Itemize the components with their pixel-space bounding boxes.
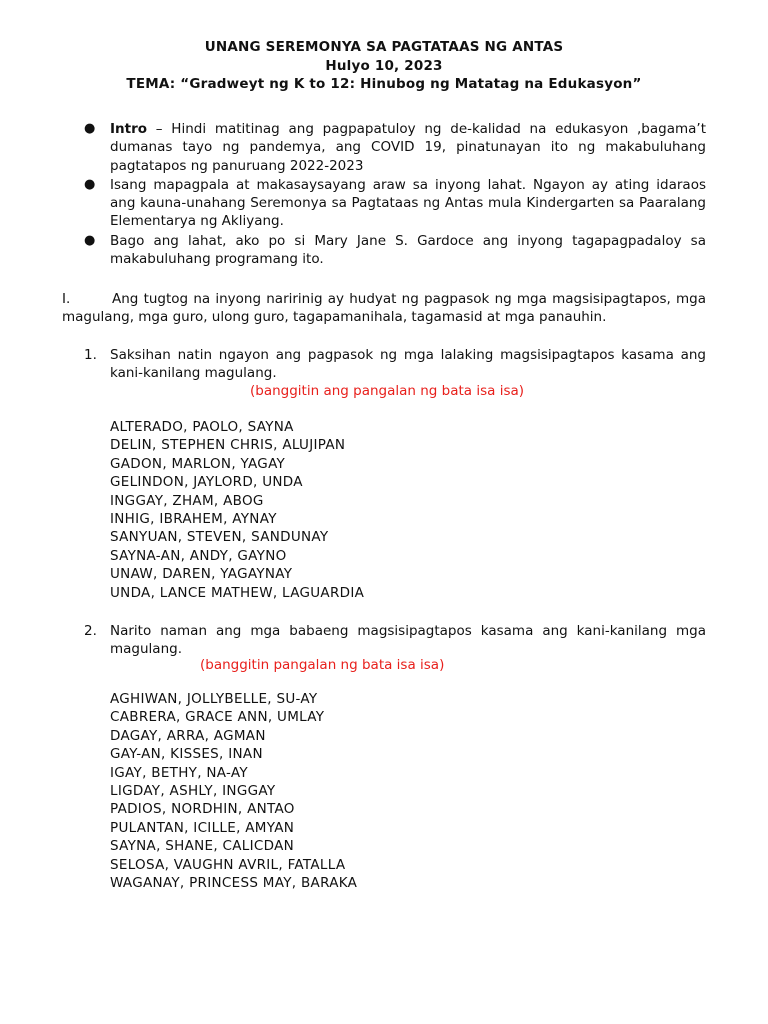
document-theme: TEMA: “Gradweyt ng K to 12: Hinubog ng Matatag na Edukasyon”: [126, 76, 642, 92]
bullet-item: [84, 232, 706, 269]
name-list-item: GADON, MARLON, YAGAY: [110, 455, 286, 472]
section-number: I.: [62, 291, 71, 307]
intro-bullet-list: [84, 120, 706, 269]
name-list-item: SELOSA, VAUGHN AVRIL, FATALLA: [110, 856, 346, 873]
name-list-item: SANYUAN, STEVEN, SANDUNAY: [110, 529, 329, 546]
bullet-text: Isang mapagpala at makasaysayang araw sa inyong lahat. Ngayon ay ating idaraos ang kauna-unahang Seremonya sa Pagtataas ng Antas mula Kindergarten sa Paaralang Elementarya ng Akliyang.: [110, 176, 706, 230]
name-list-item: UNAW, DAREN, YAGAYNAY: [110, 566, 293, 583]
bullet-item: [84, 176, 706, 231]
name-list-item: WAGANAY, PRINCESS MAY, BARAKA: [110, 875, 358, 892]
bullet-icon: ●: [84, 176, 96, 192]
document-header: [0, 38, 768, 94]
name-list-item: ALTERADO, PAOLO, SAYNA: [110, 419, 294, 435]
name-list-item: SAYNA-AN, ANDY, GAYNO: [110, 547, 287, 564]
item-two-note: (banggitin pangalan ng bata isa isa): [200, 657, 445, 673]
name-list-item: PULANTAN, ICILLE, AMYAN: [110, 819, 295, 836]
section-text: Ang tugtog na inyong naririnig ay hudyat ng pagpasok ng mga magsisipagtapos, mga magulang, mga guro, ulong guro, tagapamanihala, tagamasid at mga panauhin.: [62, 291, 706, 326]
bullet-icon: ●: [84, 121, 96, 136]
item-text: Narito naman ang mga babaeng magsisipagtapos kasama ang kani-kanilang mga magulang.: [110, 623, 706, 658]
name-list-item: UNDA, LANCE MATHEW, LAGUARDIA: [110, 584, 365, 601]
name-list-item: INGGAY, ZHAM, ABOG: [110, 492, 264, 509]
name-list-item: PADIOS, NORDHIN, ANTAO: [110, 801, 295, 818]
name-list-item: GAY-AN, KISSES, INAN: [110, 746, 263, 763]
female-graduates-list: [110, 690, 357, 892]
bullet-bold-label: Intro: [110, 121, 148, 137]
item-one-note: (banggitin ang pangalan ng bata isa isa): [250, 383, 525, 399]
name-list-item: DELIN, STEPHEN CHRIS, ALUJIPAN: [110, 437, 346, 454]
item-text: Saksihan natin ngayon ang pagpasok ng mga lalaking magsisipagtapos kasama ang kani-kanilang magulang.: [110, 347, 706, 382]
name-list-item: IGAY, BETHY, NA-AY: [110, 764, 248, 781]
male-graduates-list: [110, 418, 364, 602]
bullet-text: – Hindi matitinag ang pagpapatuloy ng de-kalidad na edukasyon ,bagama’t dumanas tayo ng pandemya, ang COVID 19, pinatunayan ito ng makabuluhang pagtatapos ng panuruang 2022-2023: [110, 121, 706, 174]
document-title: UNANG SEREMONYA SA PAGTATAAS NG ANTAS: [204, 39, 564, 55]
name-list-item: CABRERA, GRACE ANN, UMLAY: [110, 709, 325, 726]
item-one: [84, 346, 706, 383]
section-one: [62, 290, 706, 327]
bullet-item: [84, 120, 706, 175]
bullet-icon: ●: [84, 232, 96, 248]
item-two: [84, 622, 706, 659]
item-number: 2.: [84, 623, 97, 639]
bullet-text: Bago ang lahat, ako po si Mary Jane S. Gardoce ang inyong tagapagpadaloy sa makabuluhang programang ito.: [110, 232, 706, 268]
name-list-item: AGHIWAN, JOLLYBELLE, SU-AY: [110, 691, 318, 707]
name-list-item: DAGAY, ARRA, AGMAN: [110, 727, 266, 744]
name-list-item: SAYNA, SHANE, CALICDAN: [110, 838, 295, 855]
name-list-item: INHIG, IBRAHEM, AYNAY: [110, 511, 277, 528]
name-list-item: LIGDAY, ASHLY, INGGAY: [110, 783, 276, 800]
name-list-item: GELINDON, JAYLORD, UNDA: [110, 474, 303, 491]
document-date: Hulyo 10, 2023: [325, 57, 443, 74]
item-number: 1.: [84, 347, 97, 363]
